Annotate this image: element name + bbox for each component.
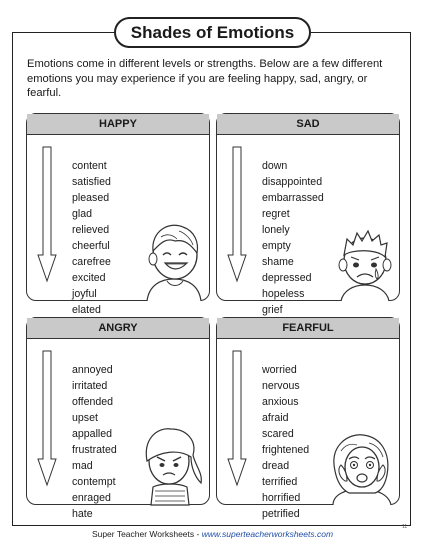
list-item: hate	[72, 508, 93, 520]
list-item: terrified	[262, 476, 298, 488]
emotion-list	[72, 362, 117, 522]
list-item: petrified	[262, 508, 300, 520]
down-arrow-icon	[227, 349, 247, 489]
happy-child-illustration	[139, 215, 209, 301]
page-title: Shades of Emotions	[114, 17, 311, 48]
list-item: frustrated	[72, 444, 117, 456]
list-item: pleased	[72, 192, 110, 204]
list-item: cheerful	[72, 240, 110, 252]
emotion-list	[262, 362, 309, 522]
card-heading-fearful: FEARFUL	[217, 318, 399, 339]
footer	[0, 529, 425, 539]
list-item: annoyed	[72, 364, 113, 376]
card-heading-happy: HAPPY	[27, 114, 209, 135]
card-sad	[216, 113, 400, 316]
list-item: nervous	[262, 380, 300, 392]
list-item: horrified	[262, 492, 301, 504]
list-item: grief	[262, 304, 283, 316]
list-item: enraged	[72, 492, 111, 504]
down-arrow-icon	[37, 349, 57, 489]
list-item: contempt	[72, 476, 116, 488]
sad-child-illustration	[329, 225, 399, 301]
page-number: 11	[402, 524, 408, 530]
list-item: content	[72, 160, 107, 172]
emotion-list	[72, 158, 111, 318]
intro-paragraph: Emotions come in different levels or strengths. Below are a few different emotions you may experience if you are feeling happy, sad, angry, or fearful.	[27, 58, 383, 99]
card-heading-angry: ANGRY	[27, 318, 209, 339]
list-item: glad	[72, 208, 93, 220]
list-item: relieved	[72, 224, 110, 236]
fearful-child-illustration	[325, 431, 399, 505]
card-happy	[26, 113, 210, 316]
list-item: frightened	[262, 444, 310, 456]
list-item: appalled	[72, 428, 113, 440]
list-item: lonely	[262, 224, 290, 236]
footer-site-name: Super Teacher Worksheets -	[91, 529, 202, 539]
down-arrow-icon	[37, 145, 57, 285]
list-item: down	[262, 160, 288, 172]
list-item: upset	[72, 412, 98, 424]
list-item: depressed	[262, 272, 312, 284]
list-item: disappointed	[262, 176, 323, 188]
list-item: irritated	[72, 380, 108, 392]
list-item: carefree	[72, 256, 111, 268]
list-item: anxious	[262, 396, 299, 408]
emotion-list	[262, 158, 324, 318]
card-heading-sad: SAD	[217, 114, 399, 135]
list-item: scared	[262, 428, 294, 440]
list-item: hopeless	[262, 288, 305, 300]
list-item: excited	[72, 272, 106, 284]
list-item: dread	[262, 460, 290, 472]
list-item: empty	[262, 240, 291, 252]
list-item: elated	[72, 304, 101, 316]
angry-child-illustration	[135, 419, 209, 505]
list-item: mad	[72, 460, 93, 472]
list-item: regret	[262, 208, 290, 220]
card-angry	[26, 317, 210, 520]
footer-url-link[interactable]: www.superteacherworksheets.com	[201, 529, 334, 539]
list-item: embarrassed	[262, 192, 324, 204]
list-item: offended	[72, 396, 114, 408]
list-item: satisfied	[72, 176, 111, 188]
list-item: worried	[262, 364, 297, 376]
list-item: afraid	[262, 412, 289, 424]
card-fearful	[216, 317, 400, 520]
list-item: shame	[262, 256, 294, 268]
down-arrow-icon	[227, 145, 247, 285]
list-item: joyful	[72, 288, 97, 300]
